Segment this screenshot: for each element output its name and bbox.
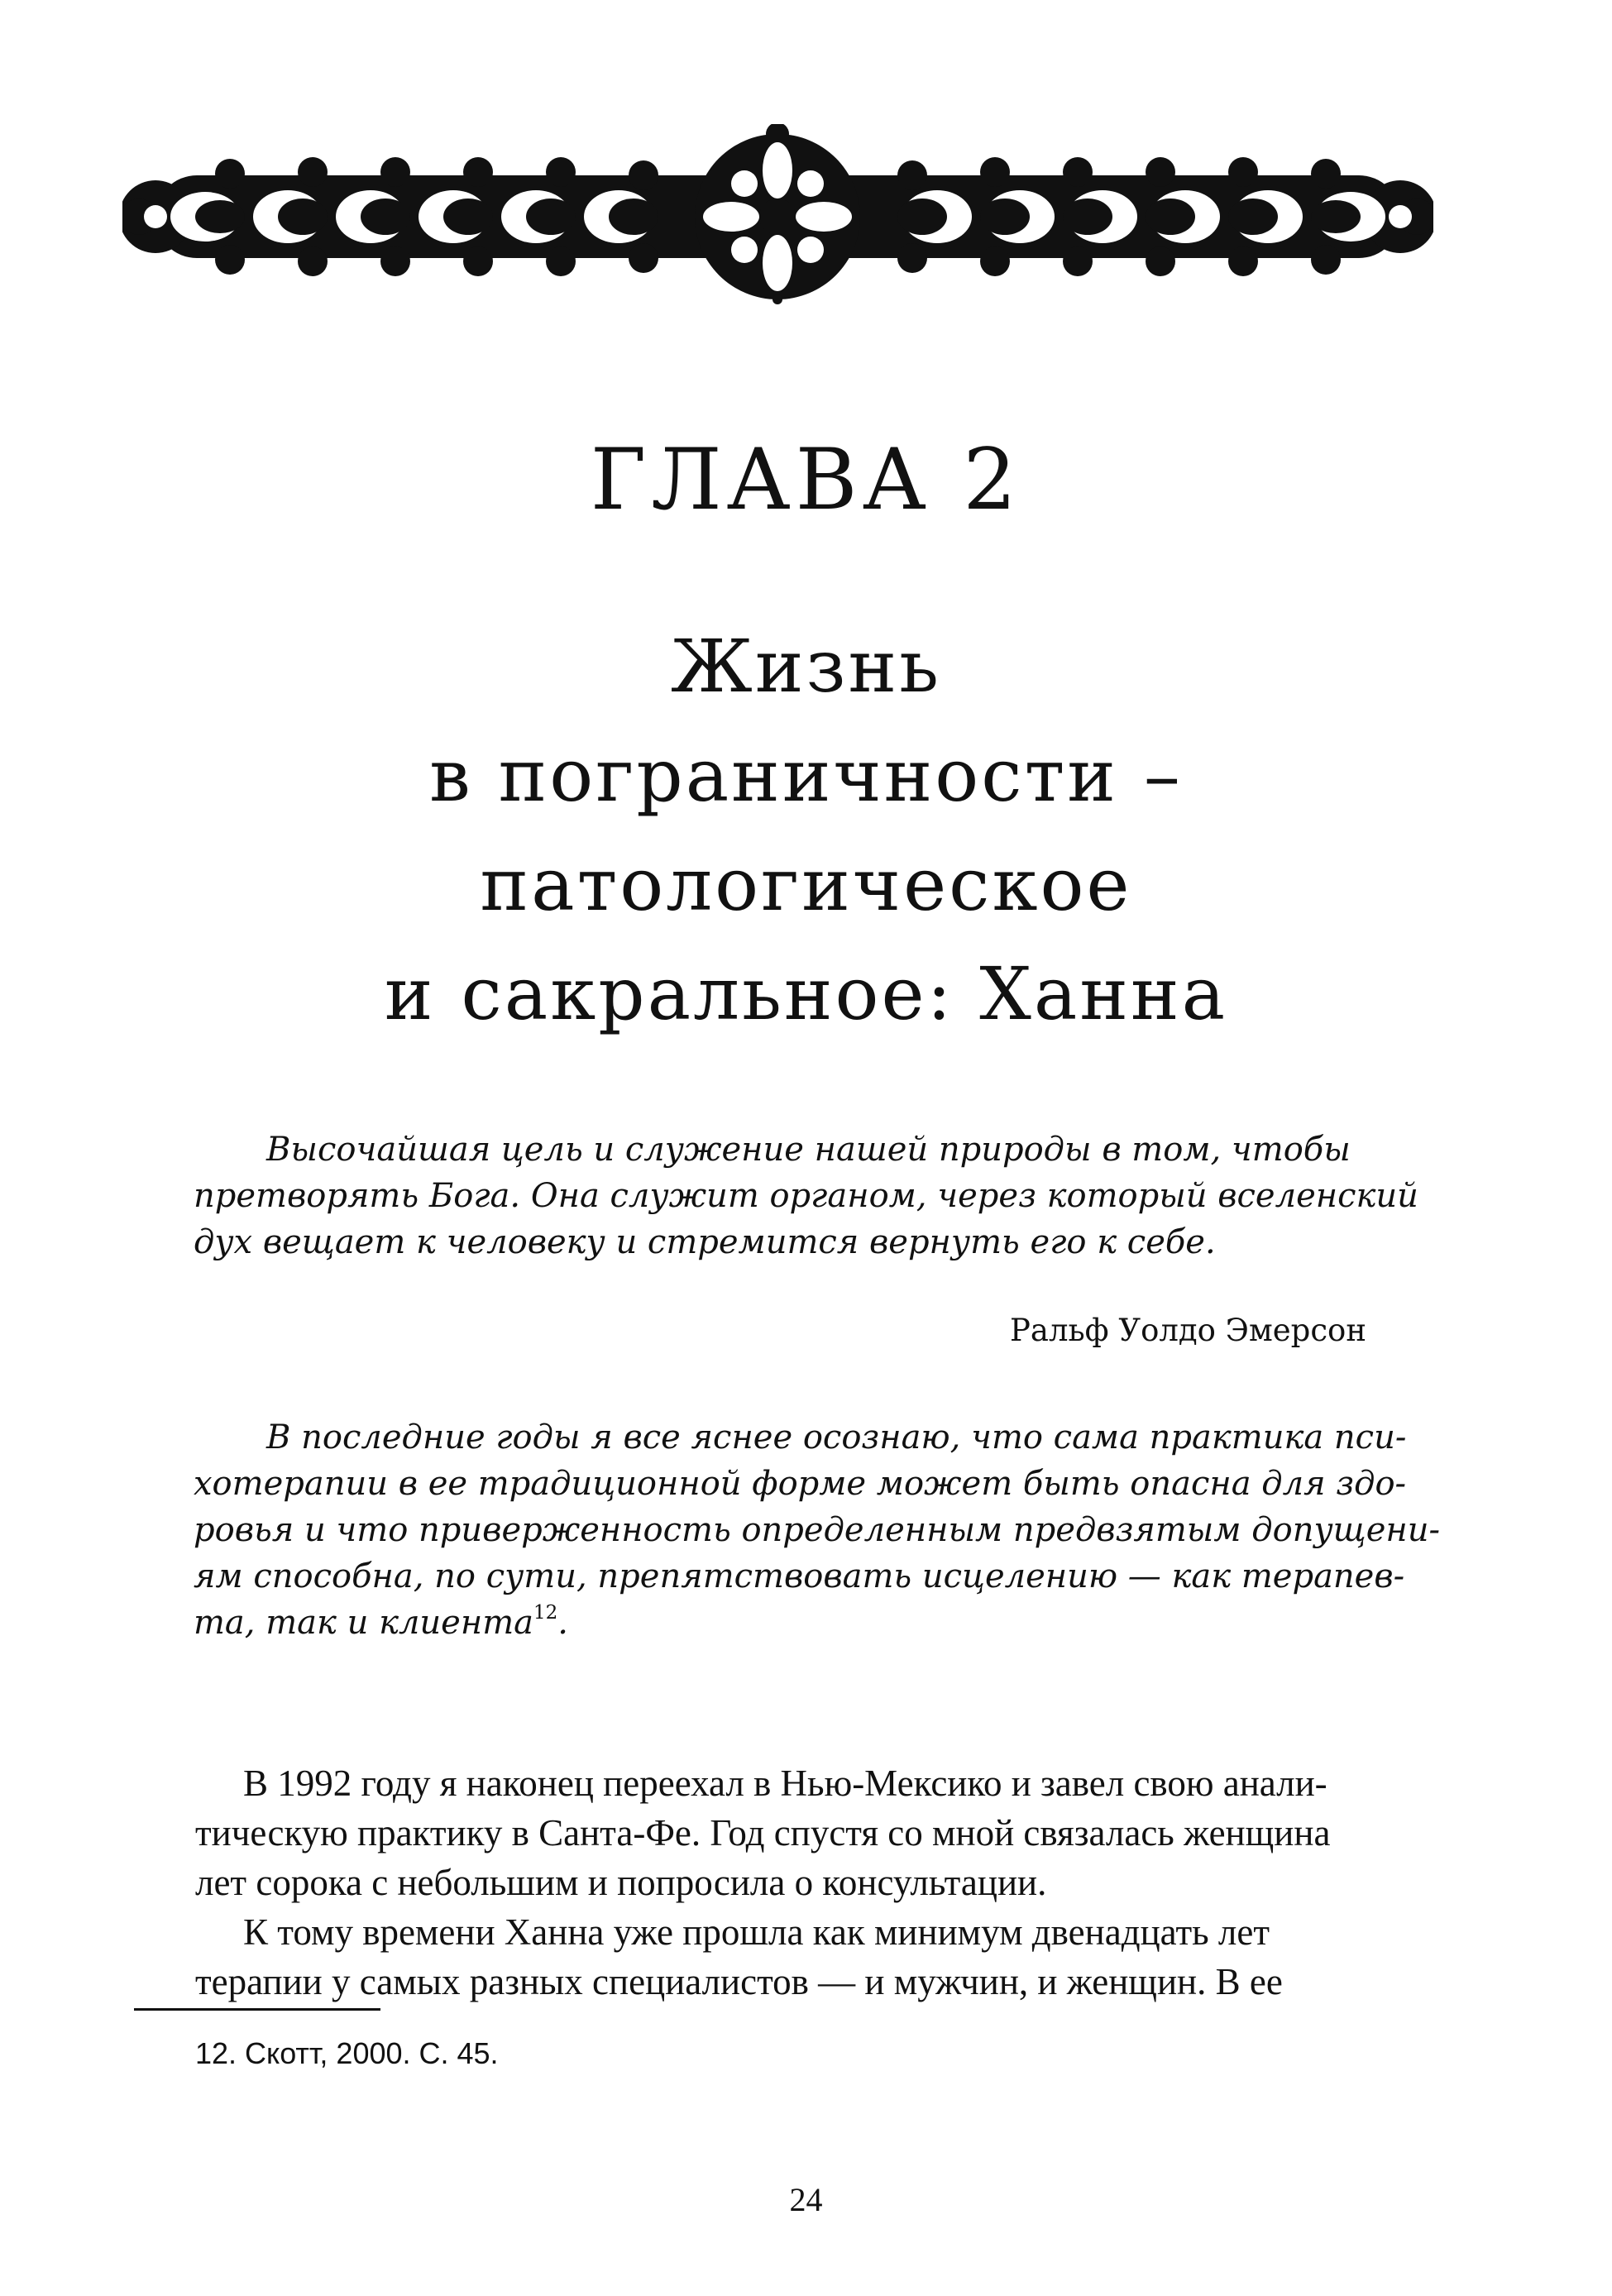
body-text — [195, 1758, 1436, 2007]
chapter-title-line: Жизнь — [670, 624, 942, 709]
chapter-title-line: и сакральное: Ханна — [384, 951, 1228, 1036]
quote-line: В последние годы я все яснее осознаю, что сама практика пси- — [266, 1418, 1407, 1457]
body-line: тическую практику в Санта-Фе. Год спустя со мной связалась женщина — [195, 1812, 1331, 1854]
footnote: 12. Скотт, 2000. С. 45. — [195, 2036, 499, 2070]
quote-line: хотерапии в ее традиционной форме может быть опасна для здо- — [194, 1465, 1407, 1503]
page-number: 24 — [789, 2181, 823, 2218]
body-line: В 1992 году я наконец переехал в Нью-Мексико и завел свою анали- — [243, 1763, 1327, 1804]
quote-line: ям способна, по сути, препятствовать исцелению — как терапев- — [194, 1557, 1405, 1595]
chapter-heading: ГЛАВА 2 — [590, 431, 1022, 529]
chapter-title-line: в пограничности – — [429, 733, 1183, 818]
epigraph-line: претворять Бога. Она служит органом, через который вселенский — [194, 1177, 1418, 1215]
chapter-title-line: патологическое — [480, 842, 1132, 927]
body-line: лет сорока с небольшим и попросила о консультации. — [195, 1862, 1047, 1903]
quote-line: та, так и клиента — [194, 1604, 533, 1642]
body-line: терапии у самых разных специалистов — и мужчин, и женщин. В ее — [195, 1961, 1283, 2002]
epigraph-line: дух вещает к человеку и стремится вернуть его к себе. — [194, 1223, 1216, 1261]
decorative-ornament-border — [122, 124, 1433, 306]
quote-end-punct: . — [557, 1604, 568, 1642]
footnote-marker[interactable]: 12 — [533, 1602, 558, 1624]
quote-last-line — [194, 1600, 1366, 1646]
quote-line: ровья и что приверженность определенным предвзятым допущени- — [194, 1511, 1440, 1549]
epigraph — [194, 1126, 1418, 1265]
footnote-separator — [134, 2008, 380, 2011]
chapter-title — [0, 612, 1612, 1049]
quote-block — [194, 1414, 1440, 1646]
epigraph-line: Высочайшая цель и служение нашей природы в том, чтобы — [266, 1131, 1351, 1169]
body-line: К тому времени Ханна уже прошла как минимум двенадцать лет — [243, 1911, 1270, 1953]
epigraph-author: Ральф Уолдо Эмерсон — [1010, 1313, 1366, 1348]
